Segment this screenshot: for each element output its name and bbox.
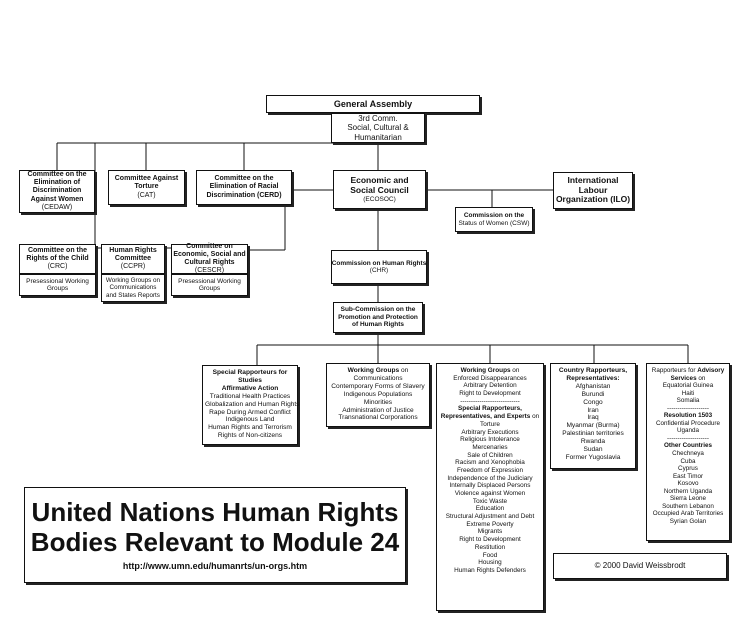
list-item: Arbitrary Executions xyxy=(461,428,519,436)
list-item: Extreme Poverty xyxy=(466,520,514,528)
list-item: Migrants xyxy=(477,528,503,536)
list-item: Confidential Procedure xyxy=(655,419,721,427)
col4-head: Representatives: xyxy=(566,374,620,382)
list-item: Food xyxy=(482,551,498,559)
cescr-abbrev: (CESCR) xyxy=(194,267,225,275)
general-assembly-title: General Assembly xyxy=(333,98,413,109)
third-committee-line: Social, Cultural & xyxy=(347,123,409,133)
cerd-line: Committee on the xyxy=(214,175,274,183)
list-item: Uganda xyxy=(676,427,700,435)
chr-box xyxy=(331,250,427,284)
crc-sub-line: Presessional Working xyxy=(26,277,89,285)
list-item: Education xyxy=(475,505,505,513)
ilo-line: International xyxy=(567,174,619,185)
cedaw-line: Elimination of xyxy=(33,179,81,187)
list-item: Syrian Golan xyxy=(669,517,707,525)
cescr-box xyxy=(171,244,248,274)
list-item: East Timor xyxy=(672,472,704,480)
crc-sub-line: Groups xyxy=(46,285,69,292)
ecosoc-line: Economic and xyxy=(350,175,409,185)
cescr-sub-box xyxy=(171,274,248,296)
list-item: Southern Lebanon xyxy=(662,502,714,510)
working-groups-box xyxy=(326,363,430,427)
col5-head-bold: Advisory xyxy=(697,367,725,374)
list-item: Somalia xyxy=(676,397,700,405)
col4-head: Country Rapporteurs, xyxy=(558,367,628,374)
list-item: Internally Displaced Persons xyxy=(449,482,531,490)
title-box xyxy=(24,487,406,583)
list-item: Right to Development xyxy=(459,536,521,544)
cat-box xyxy=(108,170,185,205)
list-item: Congo xyxy=(583,398,603,406)
list-item: Mercenaries xyxy=(472,443,508,451)
list-item: Rape During Armed Conflict xyxy=(209,408,291,416)
col1-head: Studies xyxy=(238,376,262,384)
separator: -------------------- xyxy=(667,404,709,412)
cerd-line: Discrimination (CERD) xyxy=(206,191,282,199)
cescr-line: Committee on xyxy=(186,242,233,250)
cedaw-line: Discrimination xyxy=(32,187,82,195)
list-item: Equatorial Guinea xyxy=(662,382,714,390)
crc-line: Committee on the xyxy=(27,246,88,254)
advisory-services-box xyxy=(646,363,730,541)
col5-head-pre: Rapporteurs for xyxy=(651,367,698,374)
crc-line: Rights of the Child xyxy=(26,254,89,262)
ccpr-sub-line: Communications xyxy=(109,284,157,292)
list-item: Torture xyxy=(480,420,500,428)
list-item: Independence of the Judiciary xyxy=(447,474,533,482)
list-item: Burundi xyxy=(581,390,605,398)
list-item: Rights of Non-citizens xyxy=(217,432,283,440)
list-item: Kosovo xyxy=(677,480,699,488)
ccpr-box xyxy=(101,244,165,274)
list-item: Human Rights and Terrorism xyxy=(208,424,292,432)
ccpr-sub-box xyxy=(101,274,165,302)
subcommission-line: Promotion and Protection xyxy=(338,313,418,321)
col5-head-bold2: Services xyxy=(670,374,697,382)
list-item: Toxic Waste xyxy=(472,497,508,505)
list-item: Minorities xyxy=(363,398,393,406)
col3-head2-suffix: on xyxy=(530,413,540,421)
csw-line: Commission on the xyxy=(463,212,525,220)
list-item: Right to Development xyxy=(459,390,521,398)
ccpr-sub-line: Working Groups on xyxy=(105,277,161,285)
list-item: Indigenous Land xyxy=(225,416,275,424)
chr-abbrev: (CHR) xyxy=(369,267,389,274)
list-item: Sudan xyxy=(583,446,603,454)
crc-sub-box xyxy=(19,274,96,296)
title-line-2: Bodies Relevant to Module 24 xyxy=(30,527,400,557)
list-item: Haiti xyxy=(681,389,695,397)
title-line-1: United Nations Human Rights xyxy=(31,497,399,527)
cescr-line: Cultural Rights xyxy=(184,259,235,266)
list-item: Traditional Health Practices xyxy=(209,392,291,400)
col5-head-post: on xyxy=(696,374,706,382)
cerd-line: Elimination of Racial xyxy=(209,183,279,191)
cescr-sub-line: Groups xyxy=(198,285,221,292)
col5-head3: Other Countries xyxy=(664,442,712,450)
list-item: Afghanistan xyxy=(575,382,611,390)
general-assembly-box xyxy=(266,95,480,113)
list-item: Restitution xyxy=(474,543,506,551)
subcommission-line: of Human Rights xyxy=(352,321,404,329)
ccpr-line: Human Rights xyxy=(109,246,157,254)
col3-head: Working Groups xyxy=(460,367,511,374)
list-item: Iraq xyxy=(587,414,599,422)
thematic-mechanisms-box xyxy=(436,363,544,611)
cerd-box xyxy=(196,170,292,205)
cat-line: Torture xyxy=(134,183,159,191)
list-item: Transnational Corporations xyxy=(338,414,418,422)
third-committee-line: 3rd Comm. xyxy=(358,114,398,124)
list-item: Indigenous Populations xyxy=(343,390,413,398)
list-item: Arbitrary Detention xyxy=(463,382,517,390)
source-url[interactable]: http://www.umn.edu/humanrts/un-orgs.htm xyxy=(122,561,308,571)
ccpr-sub-line: and States Reports xyxy=(106,291,160,299)
ecosoc-box xyxy=(333,170,426,209)
cat-abbrev: (CAT) xyxy=(137,191,156,199)
list-item: Myanmar (Burma) xyxy=(566,422,620,430)
csw-line: Status of Women (CSW) xyxy=(458,219,530,227)
list-item: Communications xyxy=(353,374,403,382)
ecosoc-abbrev: (ECOSOC) xyxy=(363,195,396,203)
col3-head2: Representatives, and Experts xyxy=(440,413,531,421)
separator: -------------------- xyxy=(667,434,709,442)
list-item: Freedom of Expression xyxy=(456,466,524,474)
ilo-box xyxy=(553,172,633,209)
csw-box xyxy=(455,207,533,232)
copyright-box xyxy=(553,553,727,579)
cescr-sub-line: Presessional Working xyxy=(178,277,241,285)
list-item: Sierra Leone xyxy=(669,495,707,503)
list-item: Enforced Disappearances xyxy=(453,374,527,382)
ilo-line: Labour xyxy=(578,184,608,195)
list-item: Iran xyxy=(587,406,599,414)
list-item: Rwanda xyxy=(580,438,606,446)
list-item: Occupied Arab Territories xyxy=(652,510,724,518)
copyright-text: © 2000 David Weissbrodt xyxy=(594,561,686,571)
list-item: Contemporary Forms of Slavery xyxy=(331,382,425,390)
ccpr-abbrev: (CCPR) xyxy=(120,263,146,271)
cedaw-box xyxy=(19,170,95,213)
subcommission-box xyxy=(333,302,423,333)
col1-head: Affirmative Action xyxy=(221,384,279,392)
ilo-line: Organization (ILO) xyxy=(555,194,631,205)
list-item: Religious Intolerance xyxy=(460,436,520,444)
col5-head2: Resolution 1503 xyxy=(663,412,713,420)
ccpr-line: Committee xyxy=(114,254,152,262)
third-committee-line: Humanitarian xyxy=(354,132,402,142)
list-item: Housing xyxy=(478,559,502,567)
list-item: Sale of Children xyxy=(467,451,513,459)
cedaw-abbrev: (CEDAW) xyxy=(41,203,73,211)
list-item: Violence against Women xyxy=(454,490,526,497)
col3-head-suffix: on xyxy=(510,367,520,374)
chr-line: Commission on Human Rights xyxy=(331,259,427,267)
list-item: Former Yugoslavia xyxy=(565,453,621,461)
ecosoc-line: Social Council xyxy=(350,184,409,195)
list-item: Structural Adjustment and Debt xyxy=(445,513,535,521)
country-rapporteurs-box xyxy=(550,363,636,469)
separator: ---------------------------- xyxy=(460,397,520,405)
col2-head: Working Groups xyxy=(347,367,400,374)
cescr-line: Economic, Social and xyxy=(173,250,246,258)
list-item: Cuba xyxy=(680,457,696,465)
list-item: Palestinian territories xyxy=(562,430,624,438)
list-item: Racism and Xenophobia xyxy=(455,459,525,467)
cedaw-line: Against Women xyxy=(30,195,84,203)
crc-box xyxy=(19,244,96,274)
crc-abbrev: (CRC) xyxy=(47,263,68,271)
list-item: Globalization and Human Rights xyxy=(205,400,300,408)
list-item: Northern Uganda xyxy=(663,487,713,495)
cedaw-line: Committee on the xyxy=(27,171,87,179)
col2-head-suffix: on xyxy=(399,367,409,374)
third-committee-box xyxy=(331,113,425,143)
list-item: Human Rights Defenders xyxy=(454,566,526,574)
col3-head2: Special Rapporteurs, xyxy=(458,405,522,413)
list-item: Administration of Justice xyxy=(342,406,414,414)
special-rapporteurs-studies-box xyxy=(202,365,298,445)
cat-line: Committee Against xyxy=(114,175,179,183)
list-item: Cyprus xyxy=(678,465,698,473)
col1-head: Special Rapporteurs for xyxy=(212,369,288,376)
list-item: Chechneya xyxy=(672,450,704,458)
subcommission-line: Sub-Commission on the xyxy=(340,306,416,314)
